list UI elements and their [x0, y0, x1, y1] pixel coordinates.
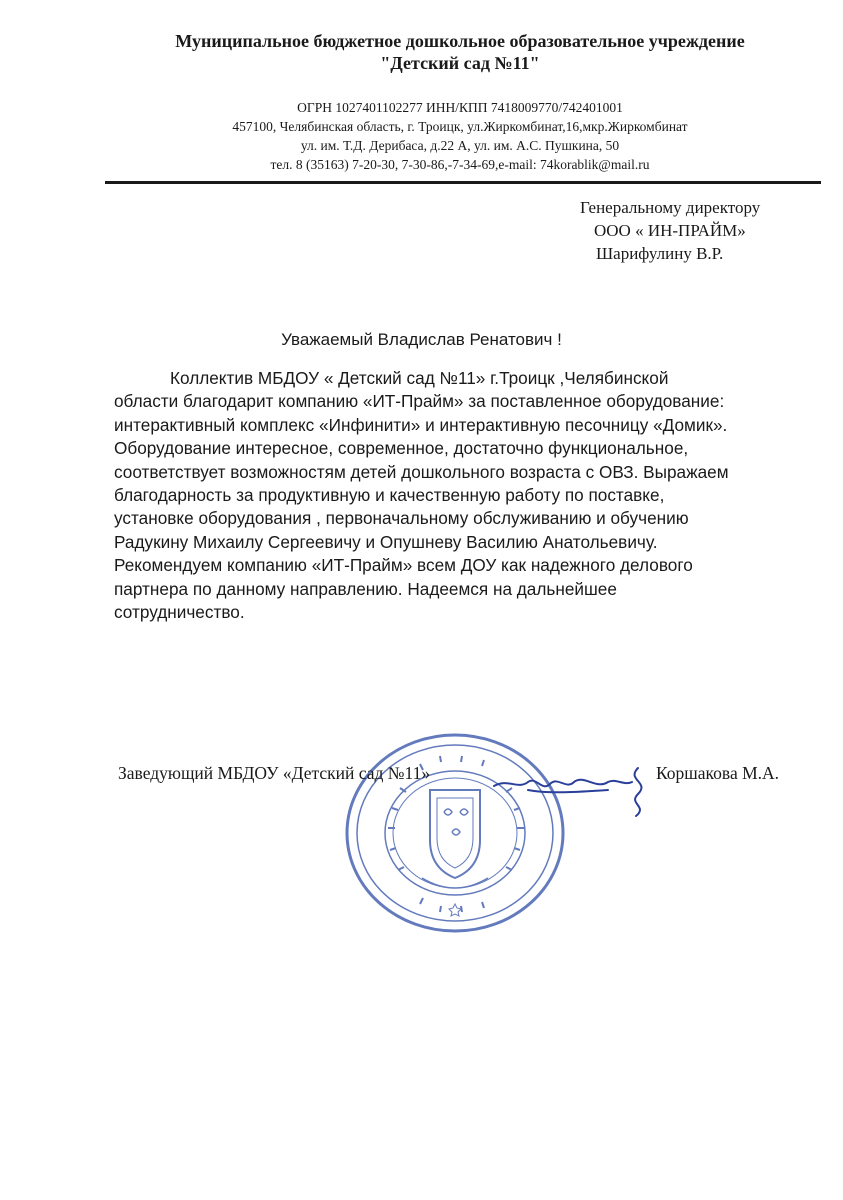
org-name-short: "Детский сад №11"	[380, 53, 540, 73]
body-line: партнера по данному направлению. Надеемся на дальнейшее	[114, 578, 617, 599]
body-line: благодарность за продуктивную и качественную работу по поставке,	[114, 485, 665, 506]
salutation: Уважаемый Владислав Ренатович !	[281, 330, 562, 349]
registration-numbers: ОГРН 1027401102277 ИНН/КПП 7418009770/742401001	[297, 100, 623, 115]
contacts-line: тел. 8 (35163) 7-20-30, 7-30-86,-7-34-69,e-mail: 74korablik@mail.ru	[270, 157, 650, 172]
body-line: области благодарит компанию «ИТ-Прайм» за поставленное оборудование:	[114, 391, 725, 412]
addressee-block	[580, 196, 760, 265]
addressee-position: Генеральному директору	[580, 198, 761, 217]
body-line: Коллектив МБДОУ « Детский сад №11» г.Троицк ,Челябинской	[170, 368, 669, 388]
body-line: Оборудование интересное, современное, достаточно функциональное,	[114, 438, 689, 459]
body-line: установке оборудования , первоначальному обслуживанию и обучению	[114, 508, 689, 529]
body-line: сотрудничество.	[114, 602, 245, 623]
letterhead-divider	[105, 181, 821, 184]
signer-position: Заведующий МБДОУ «Детский сад №11»	[118, 763, 431, 783]
letter-body	[114, 367, 839, 624]
body-line: Радукину Михаилу Сергеевичу и Опушневу Василию Анатольевичу.	[114, 531, 658, 552]
address-line: 457100, Челябинская область, г. Троицк, ул.Жиркомбинат,16,мкр.Жиркомбинат	[232, 119, 688, 134]
org-name-line: Муниципальное бюджетное дошкольное образовательное учреждение	[175, 31, 745, 51]
body-line: Рекомендуем компанию «ИТ-Прайм» всем ДОУ как надежного делового	[114, 555, 693, 576]
letterhead-details	[60, 98, 843, 174]
signer-name: Коршакова М.А.	[656, 763, 780, 783]
addressee-company: ООО « ИН-ПРАЙМ»	[594, 221, 746, 240]
body-line: соответствует возможностям детей дошкольного возраста с ОВЗ. Выражаем	[114, 461, 729, 482]
body-line: интерактивный комплекс «Инфинити» и интерактивную песочницу «Домик».	[114, 414, 728, 435]
signature-row	[118, 763, 838, 793]
addressee-name: Шарифулину В.Р.	[596, 244, 724, 263]
letterhead-organization	[60, 30, 843, 74]
address-line-2: ул. им. Т.Д. Дерибаса, д.22 А, ул. им. А.С. Пушкина, 50	[300, 138, 620, 153]
